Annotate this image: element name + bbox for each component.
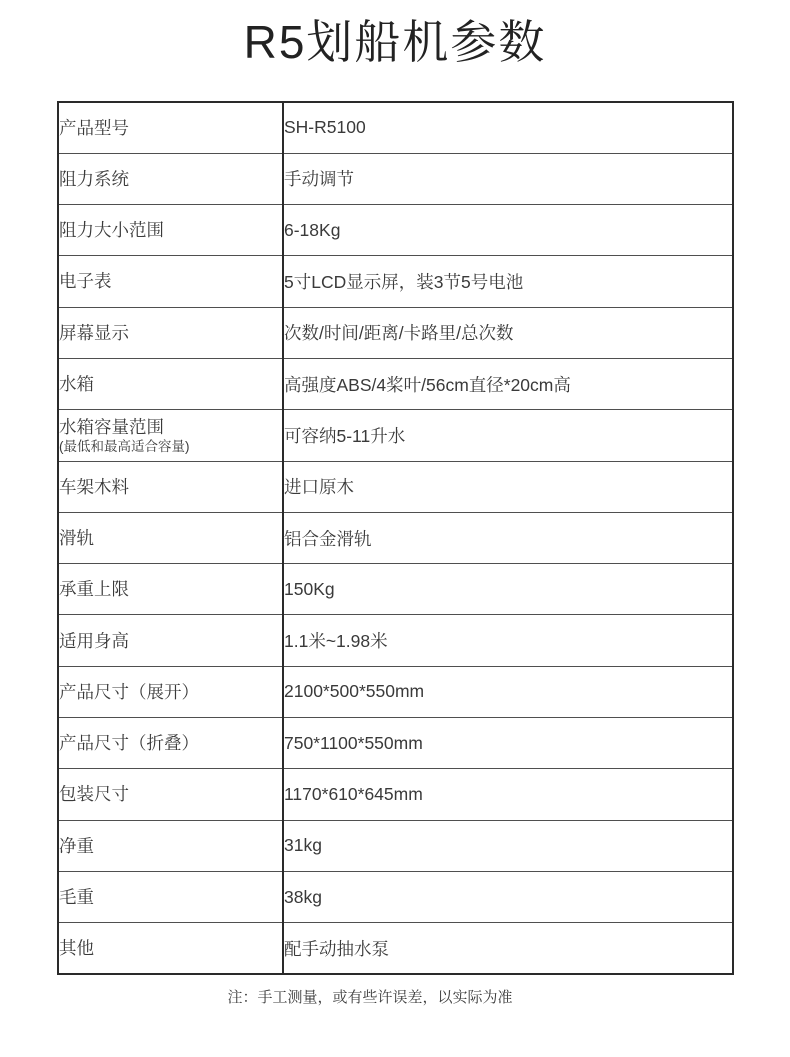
row-label: 屏幕显示 <box>59 322 129 343</box>
row-label-cell <box>58 820 283 871</box>
row-label: 毛重 <box>59 887 94 908</box>
row-value: 1170*610*645mm <box>284 784 423 804</box>
row-label: 阻力系统 <box>59 168 129 189</box>
row-label-cell <box>58 871 283 922</box>
row-value: 配手动抽水泵 <box>284 938 389 959</box>
row-label-cell <box>58 718 283 769</box>
row-label-cell <box>58 205 283 256</box>
row-label-cell <box>58 256 283 307</box>
table-row <box>58 153 733 204</box>
table-row <box>58 358 733 409</box>
row-value-cell <box>283 102 733 153</box>
row-value: 2100*500*550mm <box>284 681 425 702</box>
row-value: 高强度ABS/4桨叶/56cm直径*20cm高 <box>284 374 571 395</box>
row-value: 6-18Kg <box>284 219 341 240</box>
row-value-cell <box>283 205 733 256</box>
row-label: 产品尺寸（展开） <box>59 681 199 702</box>
row-label-cell <box>58 358 283 409</box>
row-label: 水箱容量范围 <box>59 416 164 437</box>
row-value: 750*1100*550mm <box>284 732 423 753</box>
table-row <box>58 512 733 563</box>
row-value-cell <box>283 666 733 717</box>
table-row <box>58 666 733 717</box>
row-value-cell <box>283 512 733 563</box>
row-value: 31kg <box>284 835 322 856</box>
table-row <box>58 564 733 615</box>
table-row <box>58 102 733 153</box>
row-value-cell <box>283 307 733 358</box>
row-label-note: (最低和最高适合容量) <box>59 438 190 454</box>
page-title: R5划船机参数 <box>243 16 547 68</box>
row-value-cell <box>283 461 733 512</box>
table-row <box>58 820 733 871</box>
row-value: 铝合金滑轨 <box>284 528 372 549</box>
footer-note: 注：手工测量，或有些许误差，以实际为准 <box>227 989 513 1006</box>
row-label-cell <box>58 153 283 204</box>
row-value-cell <box>283 256 733 307</box>
row-label: 阻力大小范围 <box>59 220 164 241</box>
table-row <box>58 307 733 358</box>
row-label: 产品型号 <box>59 117 129 138</box>
row-label-cell <box>58 410 283 461</box>
row-label-cell <box>58 307 283 358</box>
row-value: 次数/时间/距离/卡路里/总次数 <box>284 323 514 344</box>
row-label: 其他 <box>59 938 94 959</box>
table-row <box>58 923 733 974</box>
row-label-cell <box>58 564 283 615</box>
row-value-cell <box>283 410 733 461</box>
table-row <box>58 769 733 820</box>
row-label: 适用身高 <box>59 630 129 651</box>
row-label: 包装尺寸 <box>59 784 129 805</box>
row-label: 净重 <box>59 835 94 856</box>
row-value: 可容纳5-11升水 <box>284 425 406 446</box>
row-value: 手动调节 <box>284 169 354 190</box>
row-label: 承重上限 <box>59 579 129 600</box>
row-value: 150Kg <box>284 578 335 599</box>
row-label-cell <box>58 923 283 974</box>
row-label-cell <box>58 512 283 563</box>
row-value-cell <box>283 615 733 666</box>
table-row <box>58 615 733 666</box>
row-value: SH-R5100 <box>284 117 366 138</box>
row-value-cell <box>283 820 733 871</box>
row-label: 水箱 <box>59 374 94 395</box>
row-value: 38kg <box>284 886 322 907</box>
row-label-cell <box>58 666 283 717</box>
row-value-cell <box>283 871 733 922</box>
row-label: 滑轨 <box>59 527 94 548</box>
table-row <box>58 410 733 461</box>
row-label-cell <box>58 769 283 820</box>
row-label-cell <box>58 461 283 512</box>
table-row <box>58 718 733 769</box>
row-label-cell <box>58 102 283 153</box>
table-row <box>58 256 733 307</box>
row-label: 车架木料 <box>59 476 129 497</box>
table-row <box>58 205 733 256</box>
row-value: 进口原木 <box>284 477 354 498</box>
row-value-cell <box>283 358 733 409</box>
row-value-cell <box>283 153 733 204</box>
row-value-cell <box>283 769 733 820</box>
row-label: 产品尺寸（折叠） <box>59 733 199 754</box>
row-value: 1.1米~1.98米 <box>284 631 388 652</box>
row-label-cell <box>58 615 283 666</box>
table-row <box>58 871 733 922</box>
row-value: 5寸LCD显示屏，装3节5号电池 <box>284 272 524 293</box>
row-value-cell <box>283 923 733 974</box>
row-value-cell <box>283 564 733 615</box>
row-value-cell <box>283 718 733 769</box>
row-label: 电子表 <box>59 271 112 292</box>
table-row <box>58 461 733 512</box>
spec-table-body <box>58 102 733 974</box>
spec-table <box>57 101 734 975</box>
